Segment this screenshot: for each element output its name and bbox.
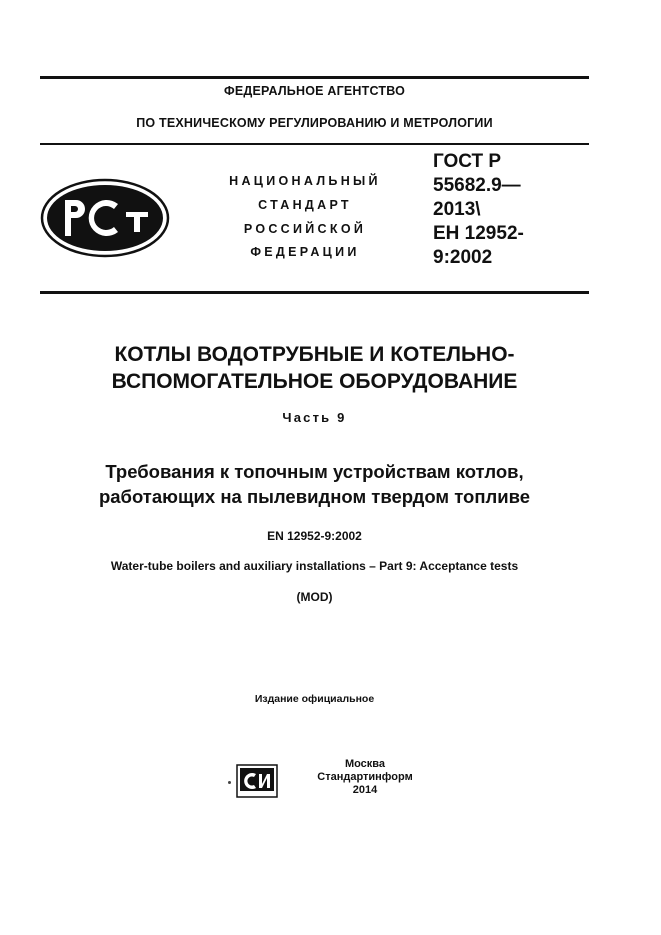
- publisher-name: Стандартинформ: [317, 771, 413, 783]
- designation-line-5: 9:2002: [433, 247, 493, 268]
- document-title-line-1: КОТЛЫ ВОДОТРУБНЫЕ И КОТЕЛЬНО-: [114, 343, 515, 366]
- en-designation: EN 12952-9:2002: [267, 529, 362, 543]
- standartinform-logo-icon: [236, 764, 278, 798]
- part-number: Часть 9: [282, 410, 347, 425]
- edition-label: Издание официальное: [254, 693, 375, 705]
- standard-designation: [433, 150, 583, 270]
- designation-line-3: 2013\: [433, 199, 481, 220]
- decorative-dot: [228, 781, 231, 784]
- header-rule: [40, 143, 589, 145]
- national-standard-line-1: НАЦИОНАЛЬНЫЙ: [229, 174, 381, 188]
- designation-line-2: 55682.9—: [433, 175, 521, 196]
- national-standard-line-2: СТАНДАРТ: [258, 198, 352, 212]
- subtitle-line-1: Требования к топочным устройствам котлов,: [105, 461, 524, 482]
- publication-year: 2014: [352, 784, 378, 796]
- modification-mark: (MOD): [296, 590, 333, 604]
- rst-certification-mark-icon: [40, 178, 170, 258]
- agency-line-1: ФЕДЕРАЛЬНОЕ АГЕНТСТВО: [223, 84, 406, 98]
- english-title: Water-tube boilers and auxiliary installations – Part 9: Acceptance tests: [110, 559, 519, 573]
- designation-line-1: ГОСТ Р: [433, 151, 502, 172]
- top-rule: [40, 76, 589, 79]
- section-rule: [40, 291, 589, 294]
- national-standard-line-3: РОССИЙСКОЙ: [243, 222, 367, 236]
- national-standard-line-4: ФЕДЕРАЦИИ: [250, 245, 360, 259]
- designation-line-4: ЕН 12952-: [433, 223, 524, 244]
- publisher-city: Москва: [344, 758, 386, 770]
- agency-line-2: ПО ТЕХНИЧЕСКОМУ РЕГУЛИРОВАНИЮ И МЕТРОЛОГИИ: [136, 116, 493, 130]
- subtitle-line-2: работающих на пылевидном твердом топливе: [98, 486, 531, 507]
- document-title-line-2: ВСПОМОГАТЕЛЬНОЕ ОБОРУДОВАНИЕ: [111, 370, 518, 393]
